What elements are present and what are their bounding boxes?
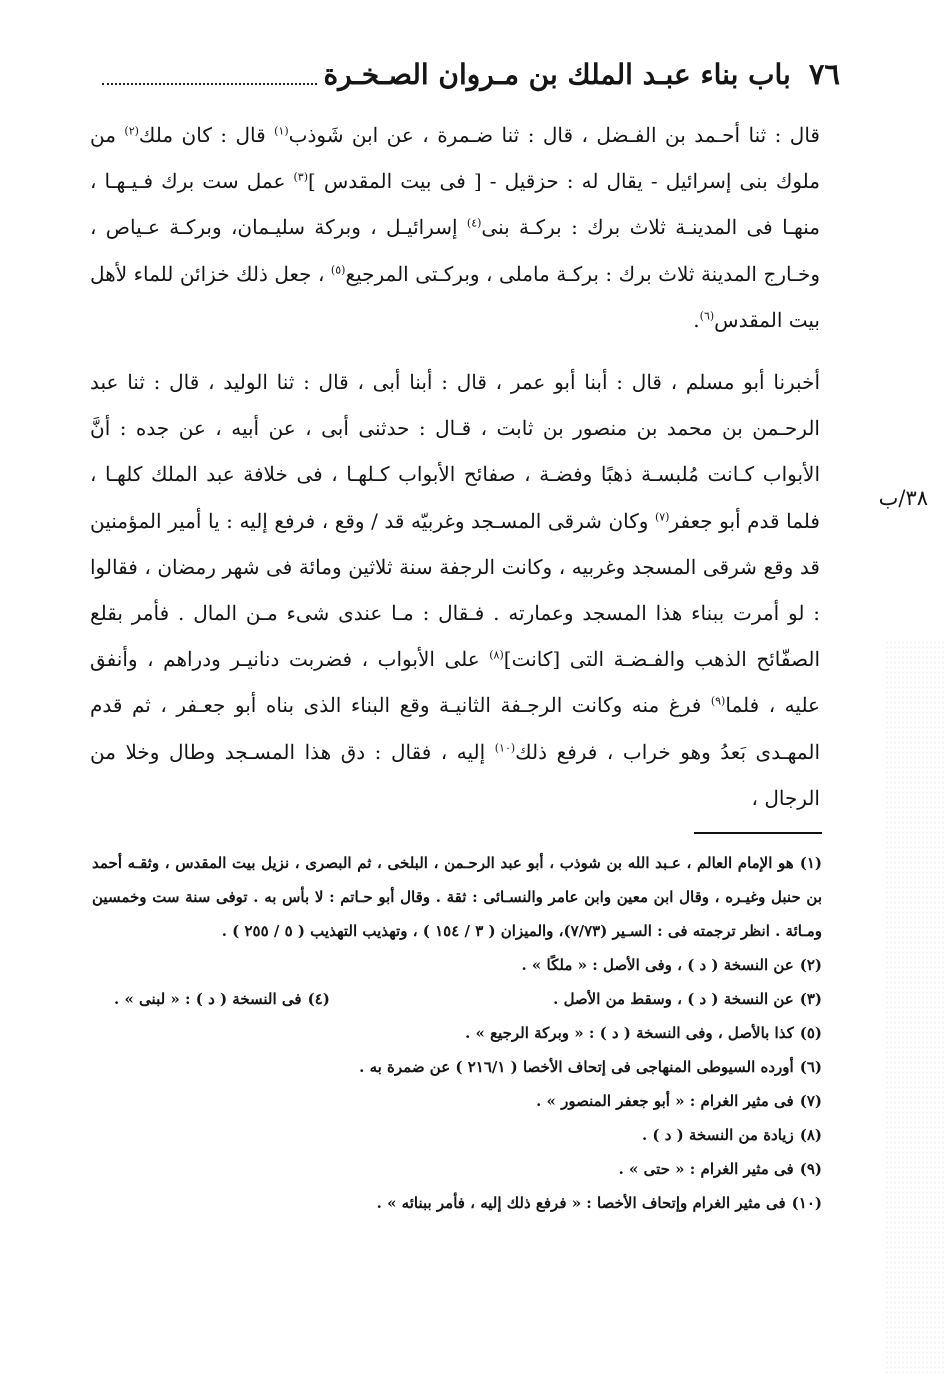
text-span: ، جعل ذلك خزائن للماء لأهل بيت المقدس xyxy=(90,261,820,332)
footnote-text: أورده السيوطى المنهاجى فى إتحاف الأخصا ( ٢١٦/١ ) عن ضمرة به . xyxy=(359,1058,794,1076)
footnote-1 xyxy=(92,846,822,948)
footnote-text: فى مثير الغرام وإتحاف الأخصا : « فرفع ذلك إليه ، فأمر ببنائه » . xyxy=(376,1194,786,1212)
footnote-4 xyxy=(114,982,330,1016)
text-span: . xyxy=(693,307,700,332)
text-span: قال : ثنا أحـمد بن الفـضل ، قال : ثنا ضـمرة ، عن ابن شَوذب xyxy=(288,123,820,147)
footnote-ref: (٩) xyxy=(710,694,726,708)
text-span: عمل ست برك فـيـهـا ، منهـا فى المدينـة ثلاث برك : بركـة بنى xyxy=(90,169,820,240)
footnotes xyxy=(92,846,822,1220)
footnote-number: (٨) xyxy=(799,1126,822,1144)
header-dotted-leader xyxy=(102,73,317,85)
footnote-ref: (٢) xyxy=(124,124,139,138)
footnote-ref: (٣) xyxy=(293,170,308,184)
footnote-5 xyxy=(92,1016,822,1050)
footnote-10 xyxy=(92,1186,822,1220)
footnote-text: كذا بالأصل ، وفى النسخة ( د ) : « وبركة الرجيع » . xyxy=(465,1024,794,1042)
footnote-number: (٣) xyxy=(799,990,822,1008)
scan-noise xyxy=(885,640,945,1376)
running-header xyxy=(88,52,840,96)
paragraph-1 xyxy=(90,112,820,343)
footnote-text: فى مثير الغرام : « أبو جعفر المنصور » . xyxy=(536,1092,794,1110)
text-span: أخبرنا أبو مسلم ، قال : أبنا أبو عمر ، قال : أبنا أبى ، قال : ثنا الوليد ، قال : ثنا عبد الرحـمن بن محمد بن منصور بن ثابت ، قـال : حدثنى أبى ، عن أبيه ، عن جده : أنَّ الأبواب كـانت مُلبسـة ذهبًا وفضـة ، صفائح الأبواب كـلهـا ، فى خلافة عبد الملك كلهـا ، فلما قدم أبو جعفر xyxy=(90,370,820,533)
footnote-text: هو الإمام العالم ، عـبد الله بن شوذب ، أبو عبد الرحـمن ، البلخى ، ثم البصرى ، نزيل بيت المقدس ، وثقـه أحمد بن حنبل وغيـره ، وقال ابن معين وابن عامر والنسـائى : ثقة . وقال أبو حـاتم : لا بأس به . توفى سنة ست وخمسين ومـائة . انظر ترجمته فى : السـير (٧/٧٣)، والميزان ( ٣ / ١٥٤ ) ، وتهذيب التهذيب ( ٥ / ٢٥٥ ) . xyxy=(92,854,822,940)
text-span: إليه ، فقال : دق هذا المسـجد وطال وخلا من الرجال ، xyxy=(90,739,820,810)
footnote-number: (٢) xyxy=(799,956,822,974)
footnote-ref: (٨) xyxy=(489,648,504,662)
footnote-number: (٦) xyxy=(799,1058,822,1076)
text-span: إسرائيـل ، وبركة سليـمان، وبركـة عـياص ، وخـارج المدينة ثلاث برك : بركـة ماملى ، وبركـتى المرجيع xyxy=(90,215,821,286)
footnote-ref: (٥) xyxy=(330,262,346,276)
footnote-number: (٩) xyxy=(799,1160,822,1178)
footnote-ref: (٧) xyxy=(654,509,670,523)
footnote-text: عن النسخة ( د ) ، وسقط من الأصل . xyxy=(553,990,794,1008)
footnote-8 xyxy=(92,1118,822,1152)
footnote-number: (١٠) xyxy=(791,1194,822,1212)
page-number: ٧٦ xyxy=(808,57,840,91)
manuscript-folio-marker: ٣٨/ب xyxy=(878,486,928,510)
text-span: فرغ منه وكانت الرجـفة الثانيـة وقع البناء الذى بناه أبو جعـفر ، ثم قدم المهـدى بَعدُ وهو خراب ، فرفع ذلك xyxy=(90,693,820,764)
footnote-ref: (٤) xyxy=(466,216,482,230)
footnote-2 xyxy=(92,948,822,982)
footnote-number: (١) xyxy=(799,854,822,872)
text-span: وكان شرقى المسـجد وغربيّه قد / وقع ، فرفع إليه : يا أمير المؤمنين قد وقع شرقى المسجد وغربيه ، وكانت الرجفة سنة ثلاثين ومائة فى شهر رمضان ، فقالوا : لو أمرت ببناء هذا المسجد وعمارته . فـقال : مـا عندى شىء مـن المال . فأمر بقلع الصفّائح الذهب والفـضـة التى [كانت] xyxy=(90,508,820,672)
footnote-number: (٥) xyxy=(799,1024,822,1042)
footnote-6 xyxy=(92,1050,822,1084)
footnote-number: (٤) xyxy=(307,990,330,1008)
footnote-number: (٧) xyxy=(799,1092,822,1110)
main-text xyxy=(90,112,820,821)
footnote-7 xyxy=(92,1084,822,1118)
text-span: من ملوك بنى إسرائيل - يقال له : حزقيل - [ فى بيت المقدس ] xyxy=(90,123,820,194)
text-span: قال : كان ملك xyxy=(138,123,275,147)
footnote-text: عن النسخة ( د ) ، وفى الأصل : « ملكًا » . xyxy=(521,956,794,974)
footnote-3 xyxy=(553,982,822,1016)
footnote-separator xyxy=(694,832,822,834)
chapter-title: باب بناء عبـد الملك بن مـروان الصـخـرة xyxy=(323,57,791,91)
footnote-text: فى النسخة ( د ) : « لبنى » . xyxy=(114,990,302,1008)
footnote-ref: (١٠) xyxy=(494,740,516,754)
paragraph-2 xyxy=(90,359,820,821)
footnote-9 xyxy=(92,1152,822,1186)
text-span: على الأبواب ، فضربت دنانيـر ودراهم ، وأنفق عليه ، فلما xyxy=(90,647,820,718)
footnote-row-3-4 xyxy=(92,982,822,1016)
footnote-text: فى مثير الغرام : « حتى » . xyxy=(618,1160,794,1178)
footnote-text: زيادة من النسخة ( د ) . xyxy=(641,1126,794,1144)
footnote-ref: (٦) xyxy=(699,309,715,323)
footnote-ref: (١) xyxy=(274,124,289,138)
